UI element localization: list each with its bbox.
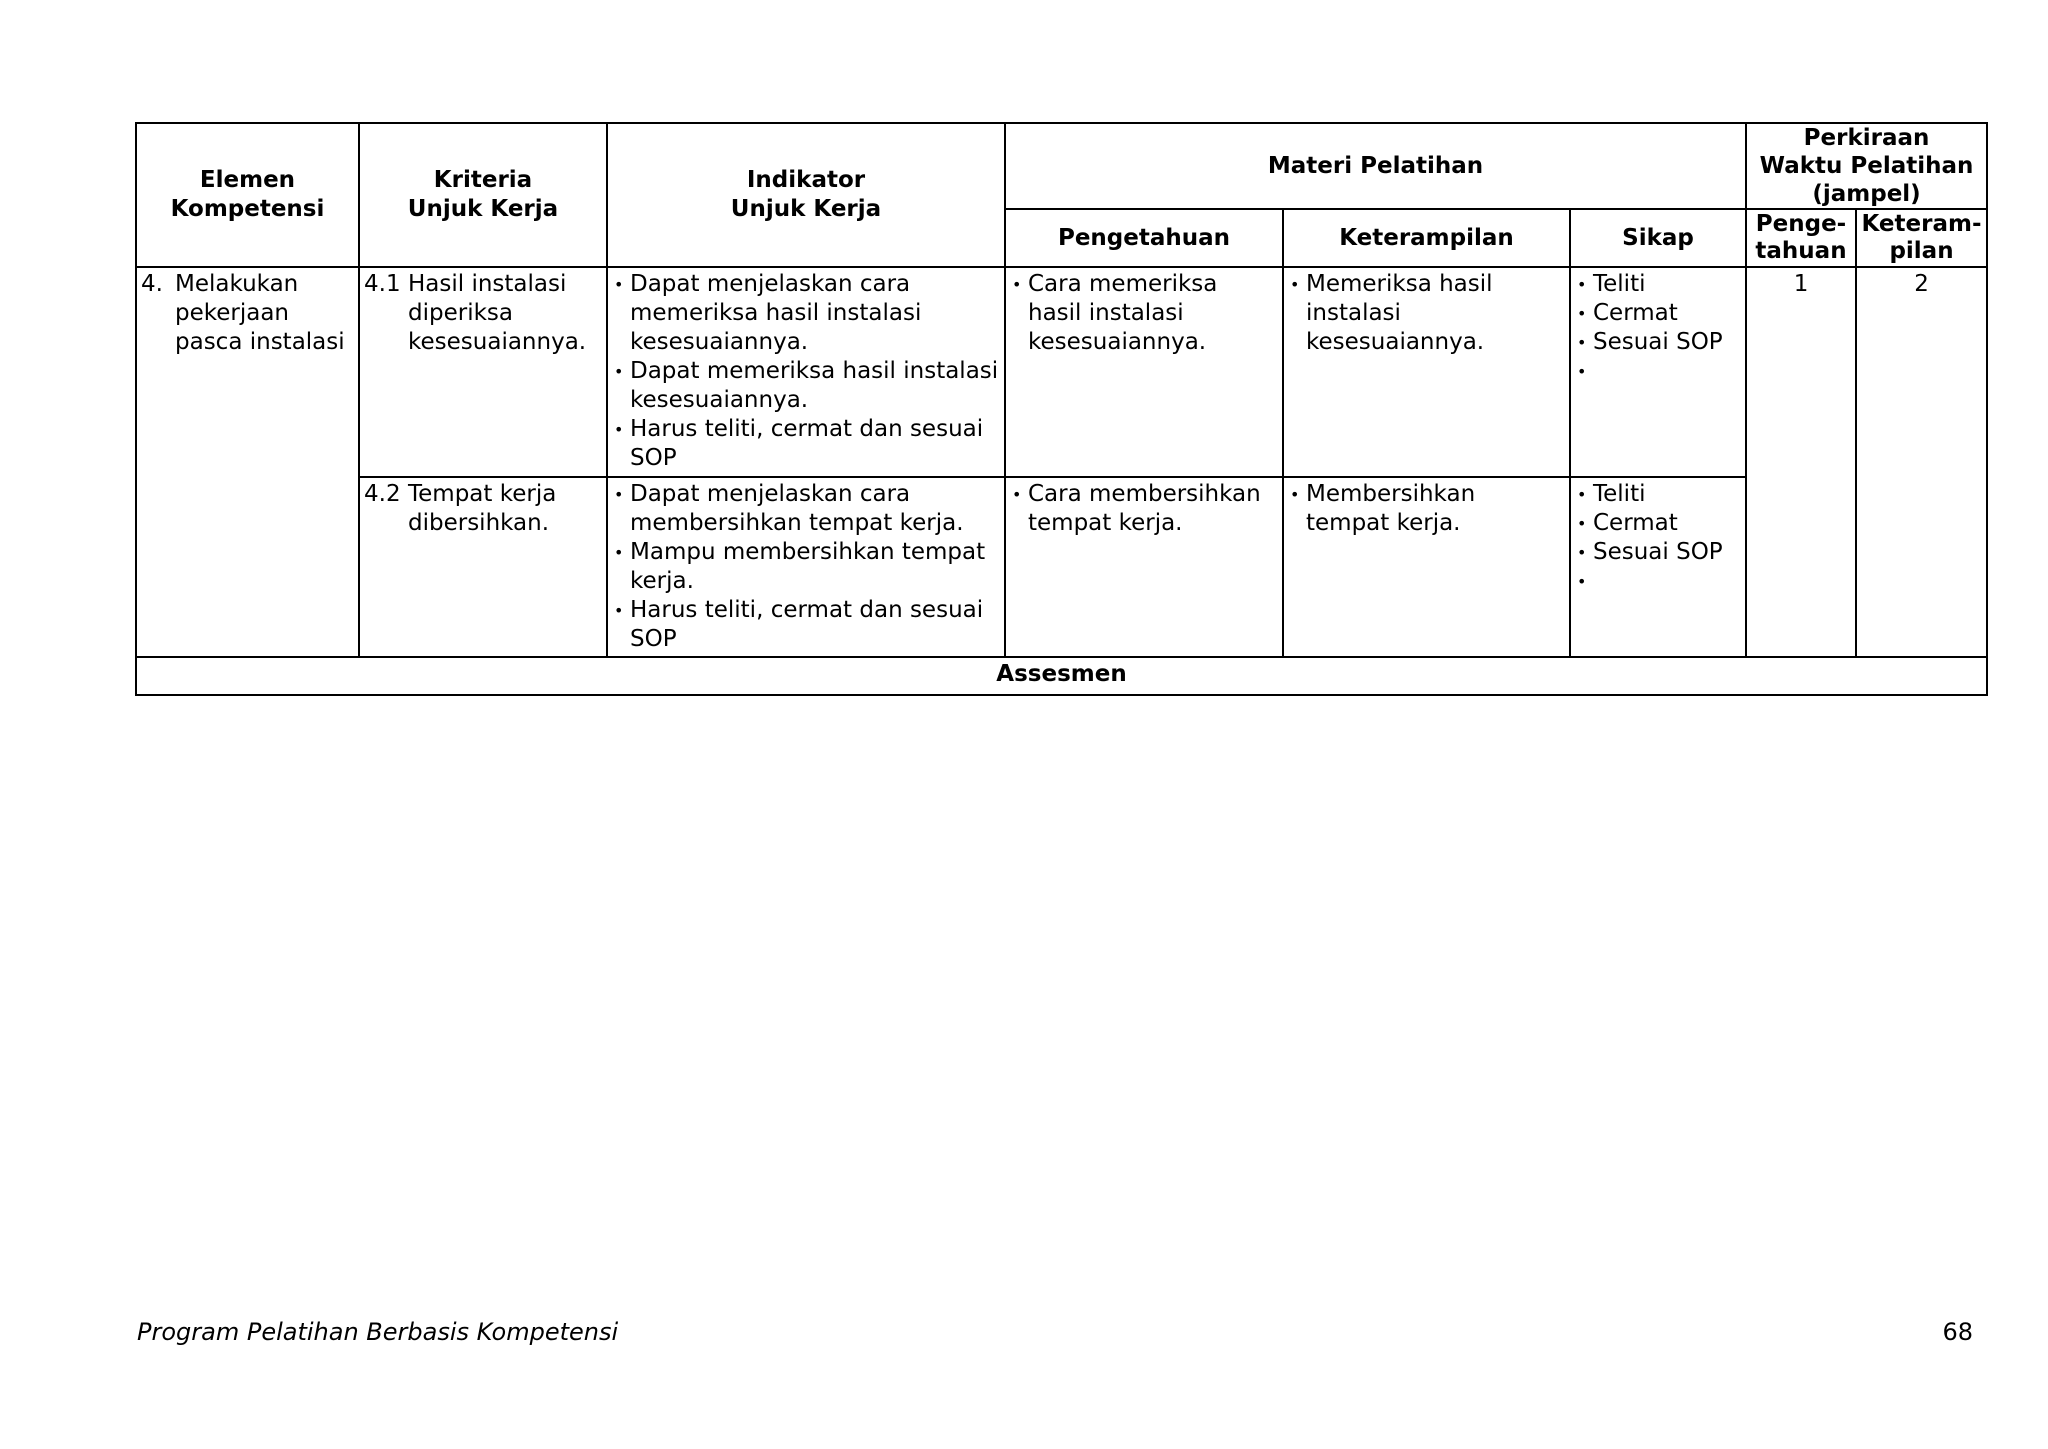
header-indikator-unjuk-kerja: Indikator Unjuk Kerja <box>607 123 1005 267</box>
sikap-cell <box>1570 267 1746 477</box>
assesmen-row: Assesmen <box>136 657 1987 695</box>
header-keterampilan: Keterampilan <box>1283 209 1570 267</box>
page-number: 68 <box>1942 1318 1973 1346</box>
list-item: • Cermat <box>1575 299 1741 328</box>
header-waktu-keterampilan: Keteram- pilan <box>1856 209 1987 267</box>
indikator-cell <box>607 267 1005 477</box>
kuk-number: 4.2 <box>364 481 401 507</box>
list-item: • Teliti <box>1575 270 1741 299</box>
sikap-cell <box>1570 477 1746 657</box>
header-perkiraan-waktu: Perkiraan Waktu Pelatihan (jampel) <box>1746 123 1987 209</box>
header-materi-pelatihan: Materi Pelatihan <box>1005 123 1746 209</box>
list-item: • Memeriksa hasil instalasi kesesuaiannya. <box>1288 270 1565 357</box>
header-elemen-kompetensi: Elemen Kompetensi <box>136 123 359 267</box>
indikator-cell <box>607 477 1005 657</box>
list-item <box>1575 567 1741 596</box>
list-item: • Sesuai SOP <box>1575 538 1741 567</box>
pengetahuan-cell <box>1005 267 1283 477</box>
elemen-cell <box>136 267 359 657</box>
list-item: • Dapat menjelaskan cara membersihkan tempat kerja. <box>612 480 1000 538</box>
kuk-text: Tempat kerja dibersihkan. <box>408 481 557 536</box>
header-pengetahuan: Pengetahuan <box>1005 209 1283 267</box>
list-item: • Membersihkan tempat kerja. <box>1288 480 1565 538</box>
list-item: • Cara membersihkan tempat kerja. <box>1010 480 1278 538</box>
competency-table <box>135 122 1988 696</box>
elemen-number: 4. <box>141 271 163 297</box>
list-item: • Harus teliti, cermat dan sesuai SOP <box>612 596 1000 654</box>
kuk-text: Hasil instalasi diperiksa kesesuaiannya. <box>408 271 587 355</box>
list-item: • Harus teliti, cermat dan sesuai SOP <box>612 415 1000 473</box>
kuk-cell <box>359 267 607 477</box>
pengetahuan-cell <box>1005 477 1283 657</box>
list-item: • Sesuai SOP <box>1575 328 1741 357</box>
waktu-pengetahuan-value: 1 <box>1746 267 1856 657</box>
list-item: • Mampu membersihkan tempat kerja. <box>612 538 1000 596</box>
table-row <box>136 267 1987 477</box>
list-item: • Dapat memeriksa hasil instalasi kesesuaiannya. <box>612 357 1000 415</box>
kuk-cell <box>359 477 607 657</box>
list-item <box>1575 357 1741 386</box>
footer-title: Program Pelatihan Berbasis Kompetensi <box>137 1318 619 1346</box>
list-item: • Teliti <box>1575 480 1741 509</box>
header-kriteria-unjuk-kerja: Kriteria Unjuk Kerja <box>359 123 607 267</box>
list-item: • Dapat menjelaskan cara memeriksa hasil instalasi kesesuaiannya. <box>612 270 1000 357</box>
waktu-keterampilan-value: 2 <box>1856 267 1987 657</box>
list-item: • Cermat <box>1575 509 1741 538</box>
keterampilan-cell <box>1283 267 1570 477</box>
header-sikap: Sikap <box>1570 209 1746 267</box>
table-row <box>136 477 1987 657</box>
header-waktu-pengetahuan: Penge- tahuan <box>1746 209 1856 267</box>
elemen-text: Melakukan pekerjaan pasca instalasi <box>175 271 345 355</box>
kuk-number: 4.1 <box>364 271 401 297</box>
keterampilan-cell <box>1283 477 1570 657</box>
list-item: • Cara memeriksa hasil instalasi kesesuaiannya. <box>1010 270 1278 357</box>
